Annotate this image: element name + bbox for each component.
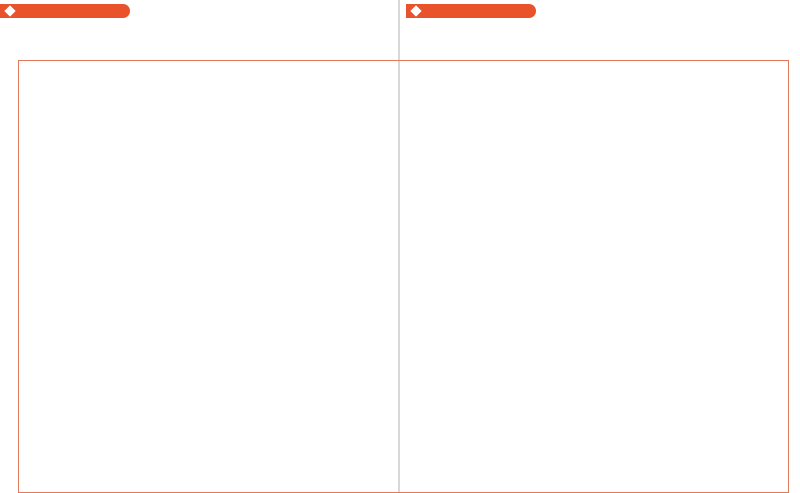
- diamond-icon: [4, 5, 15, 16]
- section-title-usage: [0, 2, 130, 20]
- diamond-icon: [410, 5, 421, 16]
- section-title-features: [406, 2, 536, 20]
- scheme-table: [18, 60, 789, 493]
